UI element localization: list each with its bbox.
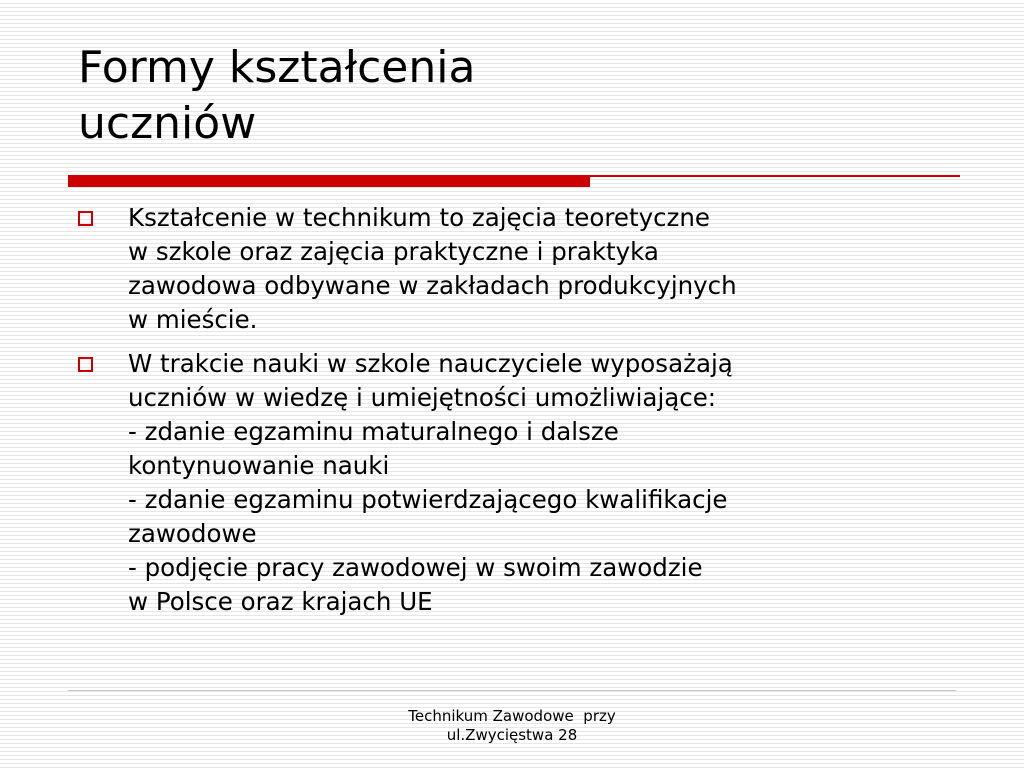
bullet-list (78, 201, 938, 629)
bullet-2-line-7: - podjęcie pracy zawodowej w swoim zawodzie (128, 553, 703, 582)
title-line-1: Formy kształcenia (78, 42, 476, 93)
bullet-1-line-4: w mieście. (128, 305, 258, 334)
bullet-item-1 (78, 201, 938, 337)
bullet-2-line-2: uczniów w wiedzę i umiejętności umożliwiające: (128, 383, 717, 412)
footer-divider (68, 690, 956, 691)
bullet-2-line-1: W trakcie nauki w szkole nauczyciele wyposażają (128, 349, 733, 378)
bullet-2-line-3: - zdanie egzaminu maturalnego i dalsze (128, 417, 619, 446)
footer-line-1: Technikum Zawodowe przy (408, 707, 616, 725)
bullet-text-2 (128, 347, 938, 619)
title-accent-line (590, 175, 960, 177)
bullet-2-line-8: w Polsce oraz krajach UE (128, 587, 433, 616)
bullet-item-2 (78, 347, 938, 619)
bullet-1-line-1: Kształcenie w technikum to zajęcia teoretyczne (128, 203, 710, 232)
square-bullet-icon (78, 357, 93, 372)
slide-footer (362, 707, 662, 745)
slide-title (78, 40, 938, 152)
bullet-1-line-2: w szkole oraz zajęcia praktyczne i praktyka (128, 237, 659, 266)
footer-line-2: ul.Zwycięstwa 28 (446, 726, 578, 744)
title-line-2: uczniów (78, 98, 257, 149)
square-bullet-icon (78, 211, 93, 226)
bullet-2-line-6: zawodowe (128, 519, 257, 548)
bullet-2-line-5: - zdanie egzaminu potwierdzającego kwalifikacje (128, 485, 728, 514)
bullet-2-line-4: kontynuowanie nauki (128, 451, 390, 480)
title-accent-bar (68, 175, 590, 187)
bullet-text-1 (128, 201, 938, 337)
bullet-1-line-3: zawodowa odbywane w zakładach produkcyjnych (128, 271, 737, 300)
